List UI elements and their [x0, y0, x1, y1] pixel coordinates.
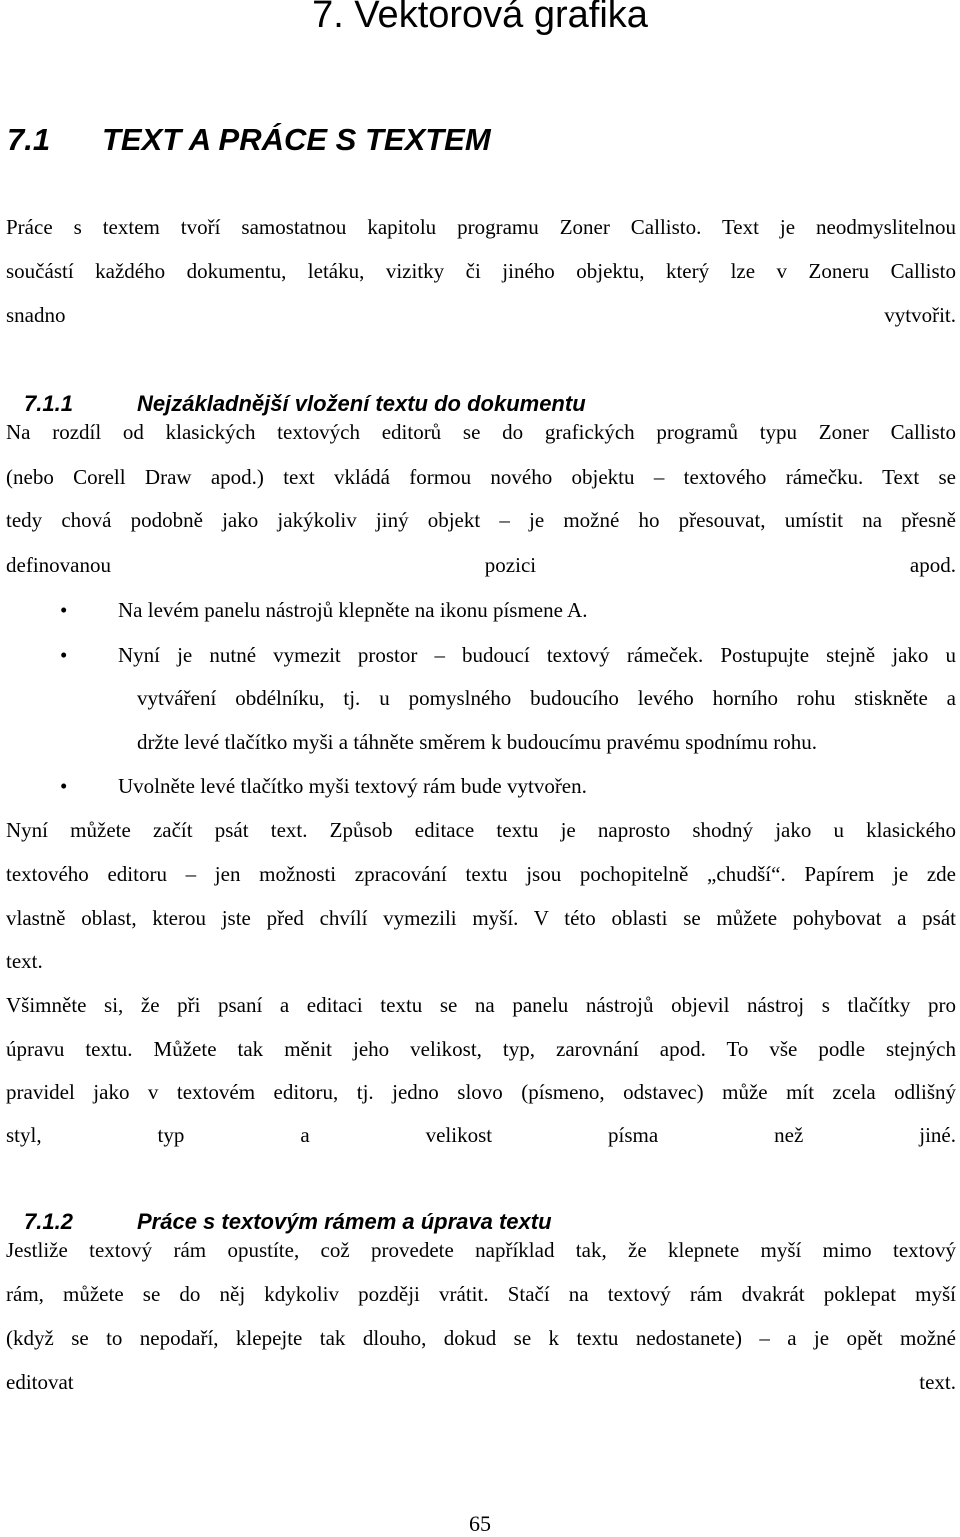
text-line: textového editoru – jen možnosti zpracování textu jsou pochopitelně „chudší“. Papírem je zde — [6, 862, 956, 886]
text-line: snadno vytvořit. — [6, 303, 956, 327]
chapter-title: 7. Vektorová grafika — [312, 0, 648, 36]
bullet-text-continuation: držte levé tlačítko myši a táhněte směrem k budoucímu pravému spodnímu rohu. — [137, 730, 817, 754]
text-line: vlastně oblast, kterou jste před chvílí vymezili myší. V této oblasti se můžete pohybovat a psát — [6, 906, 956, 930]
text-line: Jestliže textový rám opustíte, což provedete například tak, že klepnete myší mimo textový — [6, 1238, 956, 1262]
text-line: tedy chová podobně jako jakýkoliv jiný objekt – je možné ho přesouvat, umístit na přesně — [6, 508, 956, 532]
bullet-text: Nyní je nutné vymezit prostor – budoucí textový rámeček. Postupujte stejně jako u — [118, 643, 956, 667]
text-line: editovat text. — [6, 1370, 956, 1394]
bullet-text: Na levém panelu nástrojů klepněte na ikonu písmene A. — [118, 598, 588, 622]
page-number: 65 — [469, 1511, 491, 1536]
bullet-text-continuation: vytváření obdélníku, tj. u pomyslného budoucího levého horního rohu stiskněte a — [137, 686, 956, 710]
bullet-dot: • — [60, 598, 68, 622]
text-line: Práce s textem tvoří samostatnou kapitolu programu Zoner Callisto. Text je neodmyslitelnou — [6, 215, 956, 239]
bullet-dot: • — [60, 643, 68, 667]
text-line: styl, typ a velikost písma než jiné. — [6, 1123, 956, 1147]
text-line: text. — [6, 949, 43, 973]
text-line: pravidel jako v textovém editoru, tj. jedno slovo (písmeno, odstavec) může mít zcela odlišný — [6, 1080, 956, 1104]
bullet-item — [60, 598, 67, 623]
subsection-title: Nejzákladnější vložení textu do dokumentu — [137, 391, 586, 416]
section-title: TEXT A PRÁCE S TEXTEM — [102, 122, 491, 157]
subsection-heading-2 — [24, 1209, 552, 1235]
bullet-item — [60, 774, 67, 799]
text-line: Na rozdíl od klasických textových editorů se do grafických programů typu Zoner Callisto — [6, 420, 956, 444]
section-number: 7.1 — [7, 122, 51, 157]
text-line: definovanou pozici apod. — [6, 553, 956, 577]
text-line: rám, můžete se do něj kdykoliv později vrátit. Stačí na textový rám dvakrát poklepat myší — [6, 1282, 956, 1306]
subsection-title: Práce s textovým rámem a úprava textu — [137, 1209, 552, 1234]
text-line: Všimněte si, že při psaní a editaci textu se na panelu nástrojů objevil nástroj s tlačítky pro — [6, 993, 956, 1017]
text-line: Nyní můžete začít psát text. Způsob editace textu je naprosto shodný jako u klasického — [6, 818, 956, 842]
subsection-number: 7.1.1 — [24, 391, 73, 416]
text-line: součástí každého dokumentu, letáku, vizitky či jiného objektu, který lze v Zoneru Callisto — [6, 259, 956, 283]
bullet-dot: • — [60, 774, 68, 798]
subsection-number: 7.1.2 — [24, 1209, 73, 1234]
bullet-text: Uvolněte levé tlačítko myši textový rám bude vytvořen. — [118, 774, 587, 798]
text-line: (nebo Corell Draw apod.) text vkládá formou nového objektu – textového rámečku. Text se — [6, 465, 956, 489]
section-heading — [7, 122, 491, 158]
text-line: úpravu textu. Můžete tak měnit jeho velikost, typ, zarovnání apod. To vše podle stejných — [6, 1037, 956, 1061]
subsection-heading-1 — [24, 391, 586, 417]
text-line: (když se to nepodaří, klepejte tak dlouho, dokud se k textu nedostanete) – a je opět možné — [6, 1326, 956, 1350]
bullet-item — [60, 643, 67, 668]
